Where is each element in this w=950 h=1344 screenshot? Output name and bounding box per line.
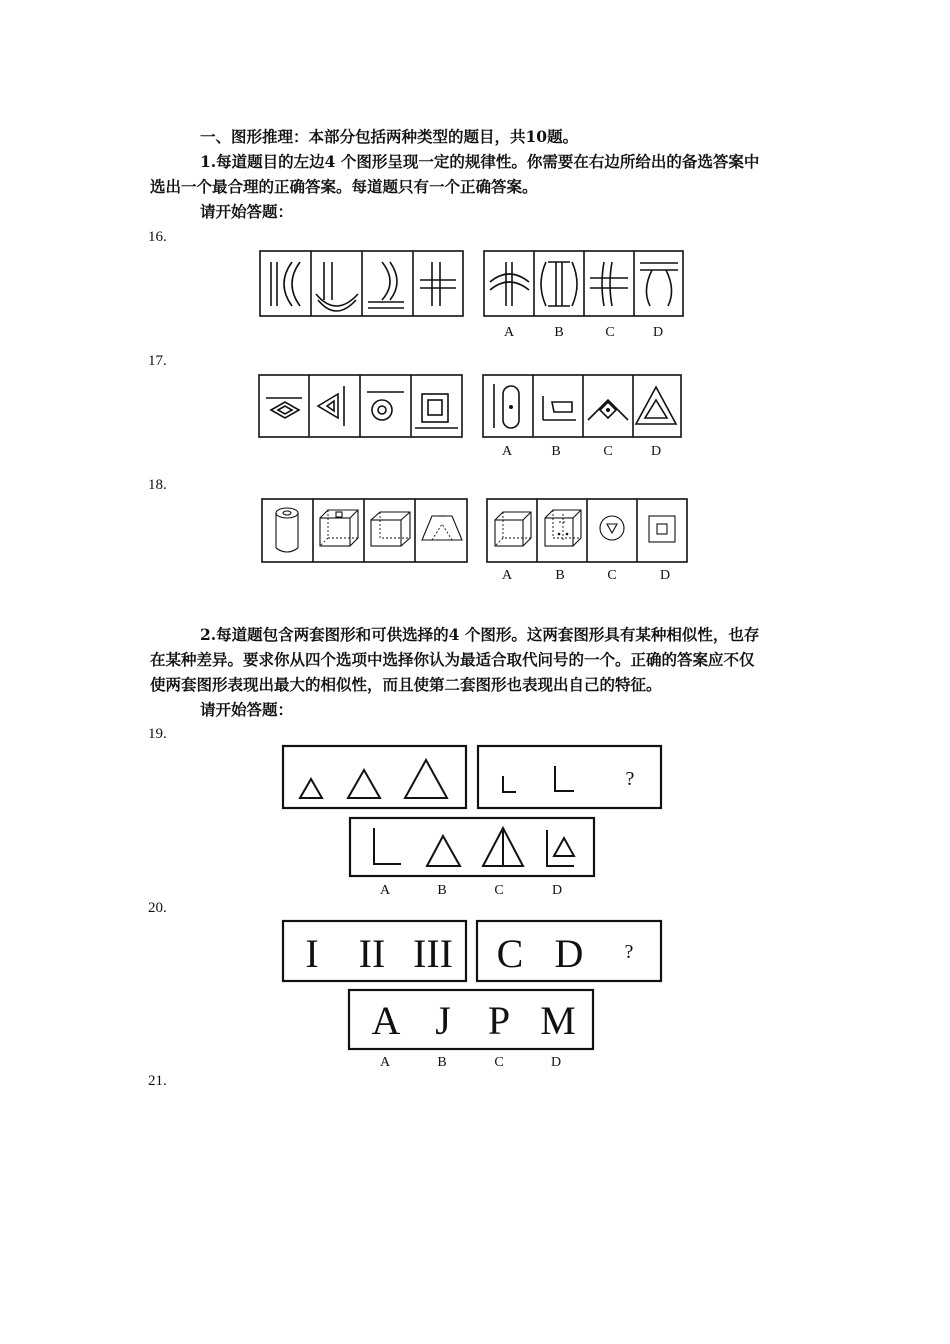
q17-option-d-label: D [650, 444, 662, 459]
q19-question-mark: ? [625, 768, 635, 790]
q20-option-b-label: B [437, 1055, 447, 1070]
q17-option-a-label: A [501, 444, 513, 459]
q20-option-a-label: A [379, 1055, 391, 1070]
part2-start-prompt: 请开始答题： [200, 700, 294, 719]
q18-option-d-label: D [659, 568, 671, 583]
q20-option-d-label: D [550, 1055, 562, 1070]
q19-option-c-label: C [494, 883, 504, 898]
q18-option-a-label: A [501, 568, 513, 583]
q18-option-b-label: B [555, 568, 565, 583]
q19-option-b-label: B [437, 883, 447, 898]
q16-option-a-label: A [503, 325, 515, 340]
part1-start-prompt: 请开始答题： [200, 202, 294, 221]
q20-options [349, 990, 593, 1049]
q17-option-c-label: C [603, 444, 613, 459]
q19-option-d-label: D [551, 883, 563, 898]
q20-set1-item-2: II [358, 931, 386, 976]
question-16-number: 16. [148, 229, 167, 245]
q17-option-b-label: B [551, 444, 561, 459]
q16-option-b-label: B [554, 325, 564, 340]
q20-set1-item-3: III [413, 931, 453, 976]
part2-instruction-line2: 在某种差异。要求你从四个选项中选择你认为最适合取代问号的一个。正确的答案应不仅 [150, 650, 755, 669]
q16-option-d-label: D [652, 325, 664, 340]
q20-choice-b: J [435, 998, 451, 1043]
q20-question-mark: ? [624, 941, 634, 963]
q20-choice-c: P [487, 998, 511, 1043]
q20-set1-item-1: I [305, 931, 319, 976]
question-21-number: 21. [148, 1073, 167, 1089]
part1-instruction-line2: 选出一个最合理的正确答案。每道题只有一个正确答案。 [150, 177, 538, 196]
q20-set-two [477, 921, 661, 981]
q20-set2-item-1: C [496, 931, 524, 976]
section-heading: 一、图形推理：本部分包括两种类型的题目，共10题。 [200, 127, 579, 146]
question-18-number: 18. [148, 477, 167, 493]
q20-choice-d: M [540, 998, 576, 1043]
question-19-number: 19. [148, 726, 167, 742]
part2-instruction-line1: 2.每道题包含两套图形和可供选择的4 个图形。这两套图形具有某种相似性，也存 [200, 625, 760, 644]
q20-choice-a: A [371, 998, 401, 1043]
q19-option-a-label: A [379, 883, 391, 898]
part2-instruction-line3: 使两套图形表现出最大的相似性，而且使第二套图形也表现出自己的特征。 [150, 675, 662, 694]
q20-set2-item-2: D [554, 931, 584, 976]
q16-option-c-label: C [605, 325, 615, 340]
part1-instruction-line1: 1.每道题目的左边4 个图形呈现一定的规律性。你需要在右边所给出的备选答案中 [200, 152, 760, 171]
q18-option-c-label: C [607, 568, 617, 583]
q20-option-c-label: C [494, 1055, 504, 1070]
question-17-number: 17. [148, 353, 167, 369]
q20-set-one [283, 921, 466, 981]
question-20-number: 20. [148, 900, 167, 916]
